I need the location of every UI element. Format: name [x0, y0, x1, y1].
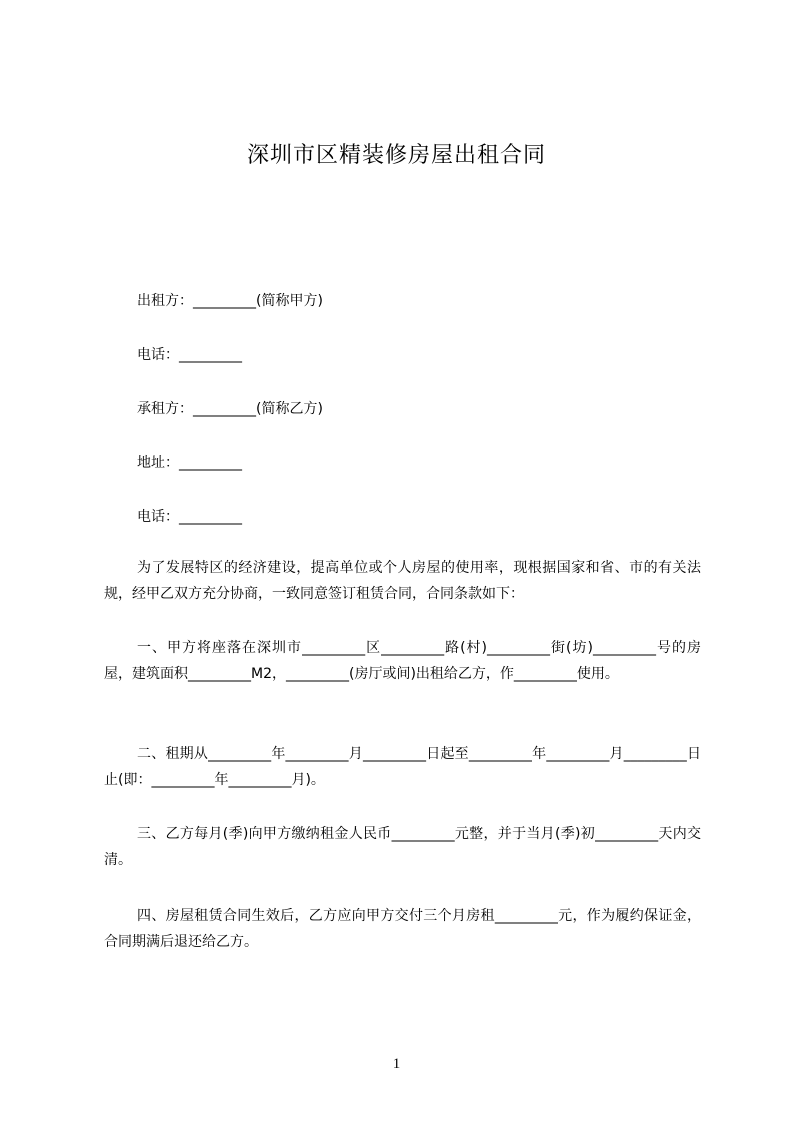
lessor-field: 出租方：_________(简称甲方)	[137, 293, 323, 309]
intro-paragraph: 为了发展特区的经济建设，提高单位或个人房屋的使用率，现根据国家和省、市的有关法规，经甲乙双方充分协商，一致同意签订租赁合同，合同条款如下：	[104, 560, 701, 602]
lessee-field: 承租方：_________(简称乙方)	[137, 401, 323, 417]
lessee-phone-field: 电话：_________	[137, 509, 242, 525]
clause-1-paragraph: 一、甲方将座落在深圳市_________区_________路(村)_________街(坊)_________号的房屋，建筑面积_________M2，_________(房厅或间)出租给乙方，作_________使用。	[104, 640, 701, 682]
address-field: 地址：_________	[137, 455, 242, 471]
clause-2-paragraph: 二、租期从_________年_________月_________日起至_________年_________月_________日止(即：_________年_________月)。	[104, 746, 701, 788]
page-number: 1	[392, 1056, 401, 1072]
clause-3-paragraph: 三、乙方每月(季)向甲方缴纳租金人民币_________元整，并于当月(季)初_________天内交清。	[104, 826, 701, 868]
document-title: 深圳市区精装修房屋出租合同	[246, 143, 546, 168]
lessor-phone-field: 电话：_________	[137, 347, 242, 363]
clause-4-paragraph: 四、房屋租赁合同生效后，乙方应向甲方交付三个月房租_________元，作为履约保证金，合同期满后退还给乙方。	[104, 908, 701, 950]
